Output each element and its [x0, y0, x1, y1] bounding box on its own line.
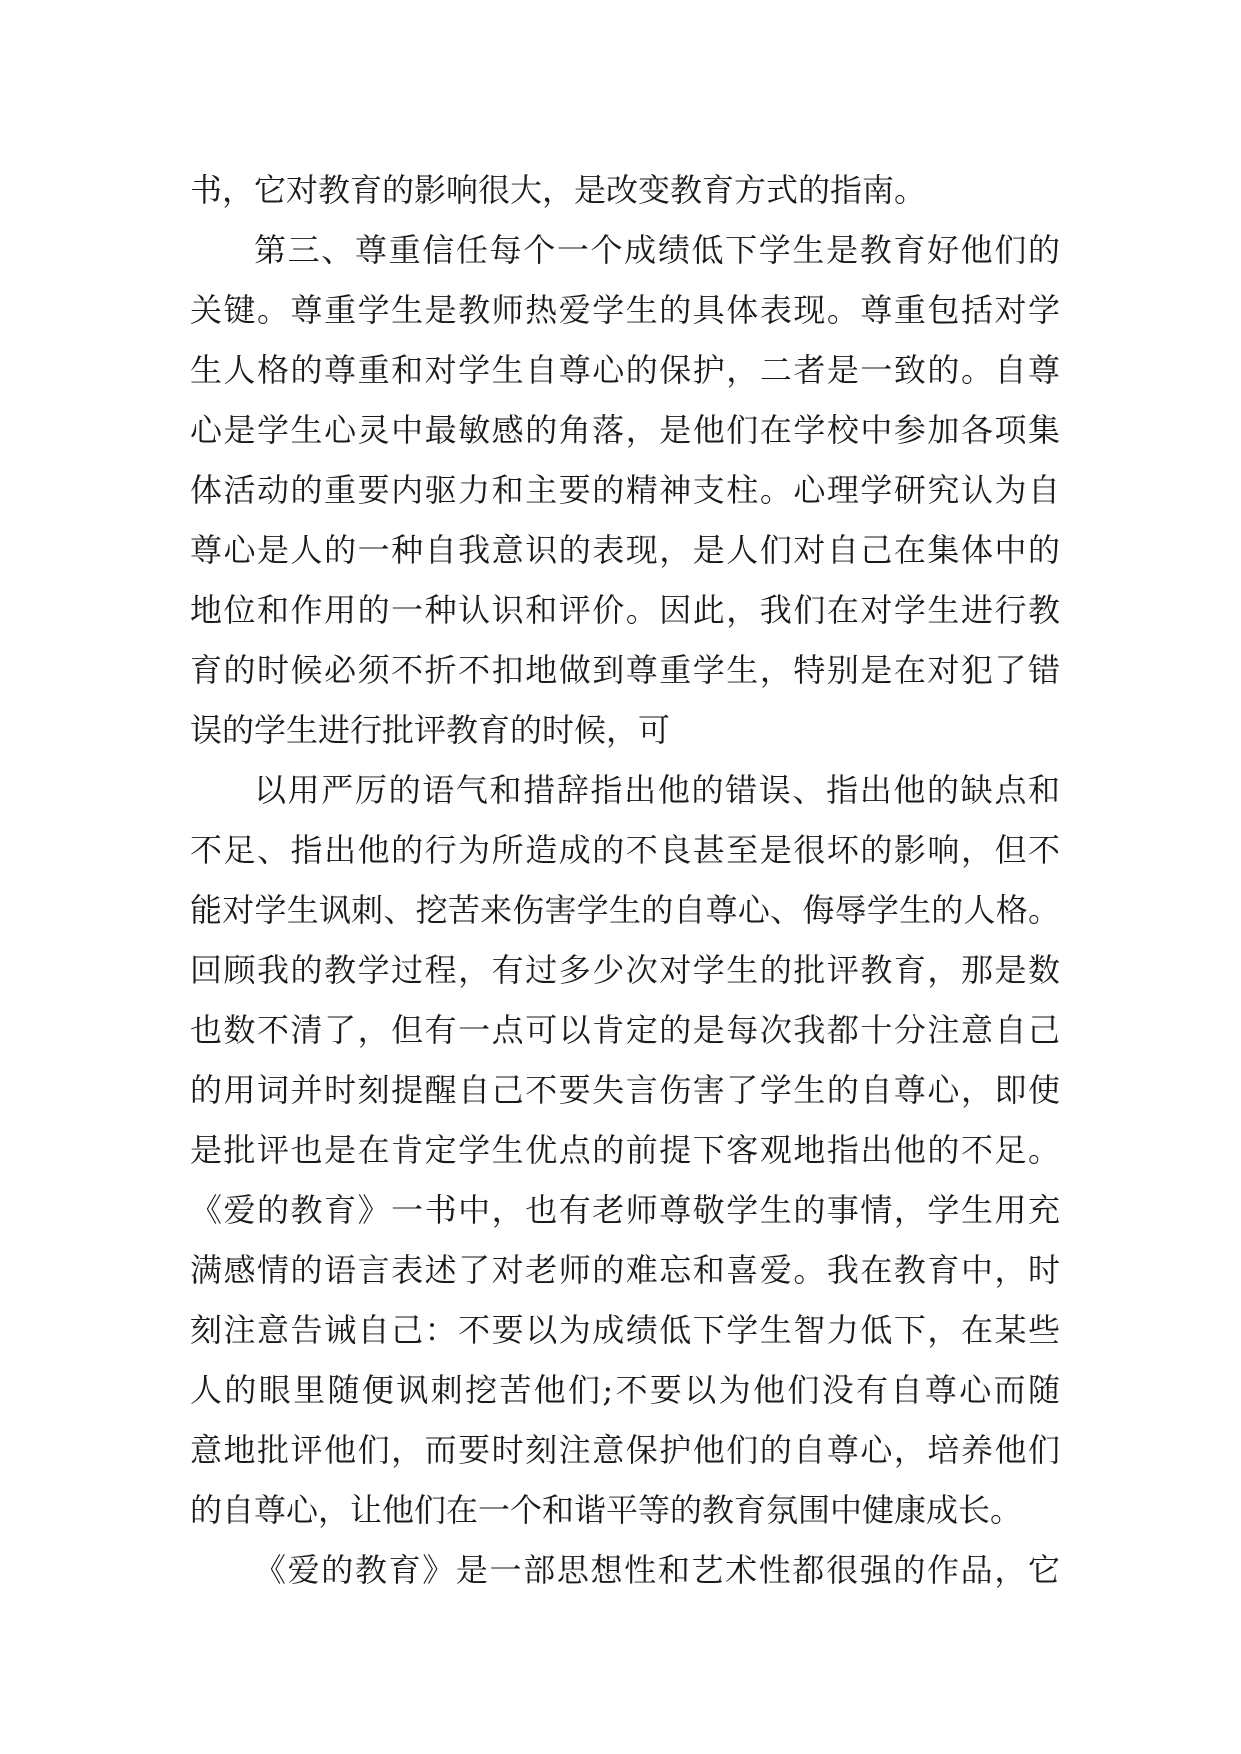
- text-line: 体活动的重要内驱力和主要的精神支柱。心理学研究认为自: [190, 471, 1060, 509]
- text-line: 满感情的语言表述了对老师的难忘和喜爱。我在教育中，时: [190, 1251, 1060, 1289]
- text-line: 心是学生心灵中最敏感的角落，是他们在学校中参加各项集: [190, 411, 1060, 449]
- text-line: 人的眼里随便讽刺挖苦他们;不要以为他们没有自尊心而随: [190, 1371, 1060, 1409]
- text-line: 《爱的教育》是一部思想性和艺术性都很强的作品，它: [254, 1551, 1060, 1589]
- text-line: 回顾我的教学过程，有过多少次对学生的批评教育，那是数: [190, 951, 1060, 989]
- text-line: 尊心是人的一种自我意识的表现，是人们对自己在集体中的: [190, 531, 1060, 569]
- text-line: 的自尊心，让他们在一个和谐平等的教育氛围中健康成长。: [190, 1491, 1023, 1529]
- text-line: 地位和作用的一种认识和评价。因此，我们在对学生进行教: [190, 591, 1060, 629]
- text-line: 关键。尊重学生是教师热爱学生的具体表现。尊重包括对学: [190, 291, 1060, 329]
- text-line: 第三、尊重信任每个一个成绩低下学生是教育好他们的: [254, 231, 1060, 269]
- text-line: 意地批评他们，而要时刻注意保护他们的自尊心，培养他们: [190, 1431, 1060, 1469]
- text-line: 《爱的教育》一书中，也有老师尊敬学生的事情，学生用充: [190, 1191, 1060, 1229]
- text-line: 育的时候必须不折不扣地做到尊重学生，特别是在对犯了错: [190, 651, 1060, 689]
- text-line: 刻注意告诫自己：不要以为成绩低下学生智力低下，在某些: [190, 1311, 1060, 1349]
- text-line: 能对学生讽刺、挖苦来伤害学生的自尊心、侮辱学生的人格。: [190, 891, 1060, 929]
- text-line: 书，它对教育的影响很大，是改变教育方式的指南。: [190, 171, 927, 209]
- text-line: 以用严厉的语气和措辞指出他的错误、指出他的缺点和: [254, 771, 1060, 809]
- text-line: 的用词并时刻提醒自己不要失言伤害了学生的自尊心，即使: [190, 1071, 1060, 1109]
- text-line: 生人格的尊重和对学生自尊心的保护，二者是一致的。自尊: [190, 351, 1060, 389]
- text-line: 不足、指出他的行为所造成的不良甚至是很坏的影响，但不: [190, 831, 1060, 869]
- text-line: 也数不清了，但有一点可以肯定的是每次我都十分注意自己: [190, 1011, 1060, 1049]
- text-line: 是批评也是在肯定学生优点的前提下客观地指出他的不足。: [190, 1131, 1060, 1169]
- body-text: [190, 160, 1060, 1600]
- text-line: 误的学生进行批评教育的时候，可: [190, 711, 671, 749]
